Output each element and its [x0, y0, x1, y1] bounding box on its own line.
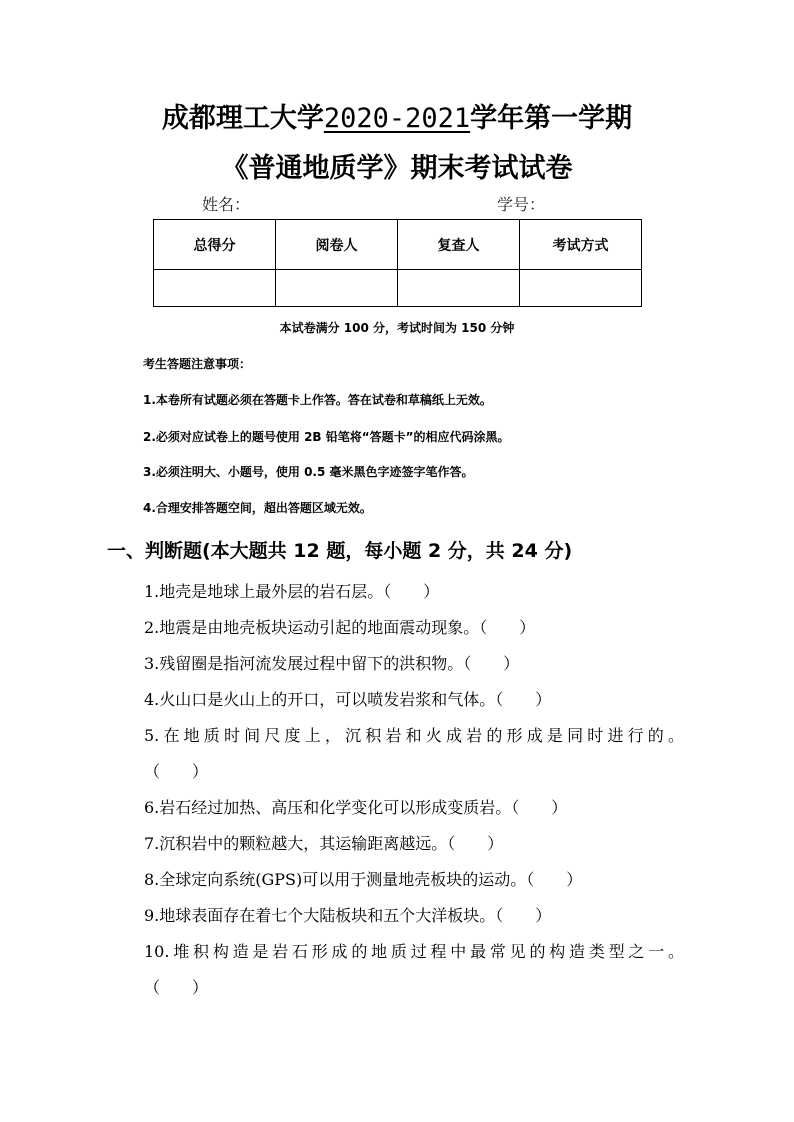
question-text: 3.残留圈是指河流发展过程中留下的洪积物。（ ） — [144, 654, 520, 673]
question-item — [144, 898, 684, 934]
question-text: 7.沉积岩中的颗粒越大，其运输距离越远。（ ） — [144, 834, 504, 853]
title-year: 2020-2021 — [323, 103, 471, 134]
question-text: 5.在地质时间尺度上，沉积岩和火成岩的形成是同时进行的。 — [144, 726, 684, 745]
student-id-label: 学号： — [497, 195, 546, 214]
question-text: 10.堆积构造是岩石形成的地质过程中最常见的构造类型之一。 — [144, 942, 684, 961]
question-list — [144, 574, 684, 1006]
name-label: 姓名： — [202, 195, 251, 214]
question-item — [144, 934, 684, 1006]
score-table-header-row — [154, 220, 642, 270]
question-item — [144, 574, 684, 610]
question-text: 9.地球表面存在着七个大陆板块和五个大洋板块。（ ） — [144, 906, 552, 925]
score-header-grader: 阅卷人 — [276, 220, 398, 270]
score-cell-reviewer — [398, 270, 520, 307]
score-header-total: 总得分 — [154, 220, 276, 270]
score-table — [153, 219, 642, 307]
question-item — [144, 646, 684, 682]
question-text: 8.全球定向系统(GPS)可以用于测量地壳板块的运动。（ ） — [144, 870, 583, 889]
score-table-value-row — [154, 270, 642, 307]
note-item: 3.必须注明大、小题号，使用 0.5 毫米黑色字迹签字笔作答。 — [143, 465, 474, 479]
score-cell-grader — [276, 270, 398, 307]
notes-title: 考生答题注意事项： — [143, 357, 252, 371]
question-text: 1.地壳是地球上最外层的岩石层。（ ） — [144, 582, 440, 601]
score-header-exam-mode: 考试方式 — [520, 220, 642, 270]
exam-title — [0, 96, 794, 135]
score-cell-exam-mode — [520, 270, 642, 307]
question-item — [144, 718, 684, 790]
score-cell-total — [154, 270, 276, 307]
exam-info: 本试卷满分 100 分，考试时间为 150 分钟 — [279, 321, 515, 335]
score-header-reviewer: 复查人 — [398, 220, 520, 270]
title-prefix: 成都理工大学 — [161, 103, 324, 134]
question-item — [144, 862, 684, 898]
question-text: 6.岩石经过加热、高压和化学变化可以形成变质岩。（ ） — [144, 798, 568, 817]
question-item — [144, 826, 684, 862]
note-item: 4.合理安排答题空间，超出答题区域无效。 — [143, 501, 372, 515]
question-text: 2.地震是由地壳板块运动引起的地面震动现象。（ ） — [144, 618, 536, 637]
section-heading: 一、判断题(本大题共 12 题，每小题 2 分，共 24 分) — [107, 540, 573, 562]
answer-brackets: （ ） — [144, 762, 209, 781]
question-item — [144, 682, 684, 718]
note-item: 1.本卷所有试题必须在答题卡上作答。答在试卷和草稿纸上无效。 — [143, 393, 492, 407]
question-item — [144, 790, 684, 826]
note-item: 2.必须对应试卷上的题号使用 2B 铅笔将“答题卡”的相应代码涂黑。 — [143, 430, 510, 444]
exam-subtitle: 《普通地质学》期末考试试卷 — [221, 153, 573, 184]
title-suffix: 学年第一学期 — [470, 103, 633, 134]
answer-brackets: （ ） — [144, 978, 209, 997]
question-text: 4.火山口是火山上的开口，可以喷发岩浆和气体。（ ） — [144, 690, 552, 709]
question-item — [144, 610, 684, 646]
